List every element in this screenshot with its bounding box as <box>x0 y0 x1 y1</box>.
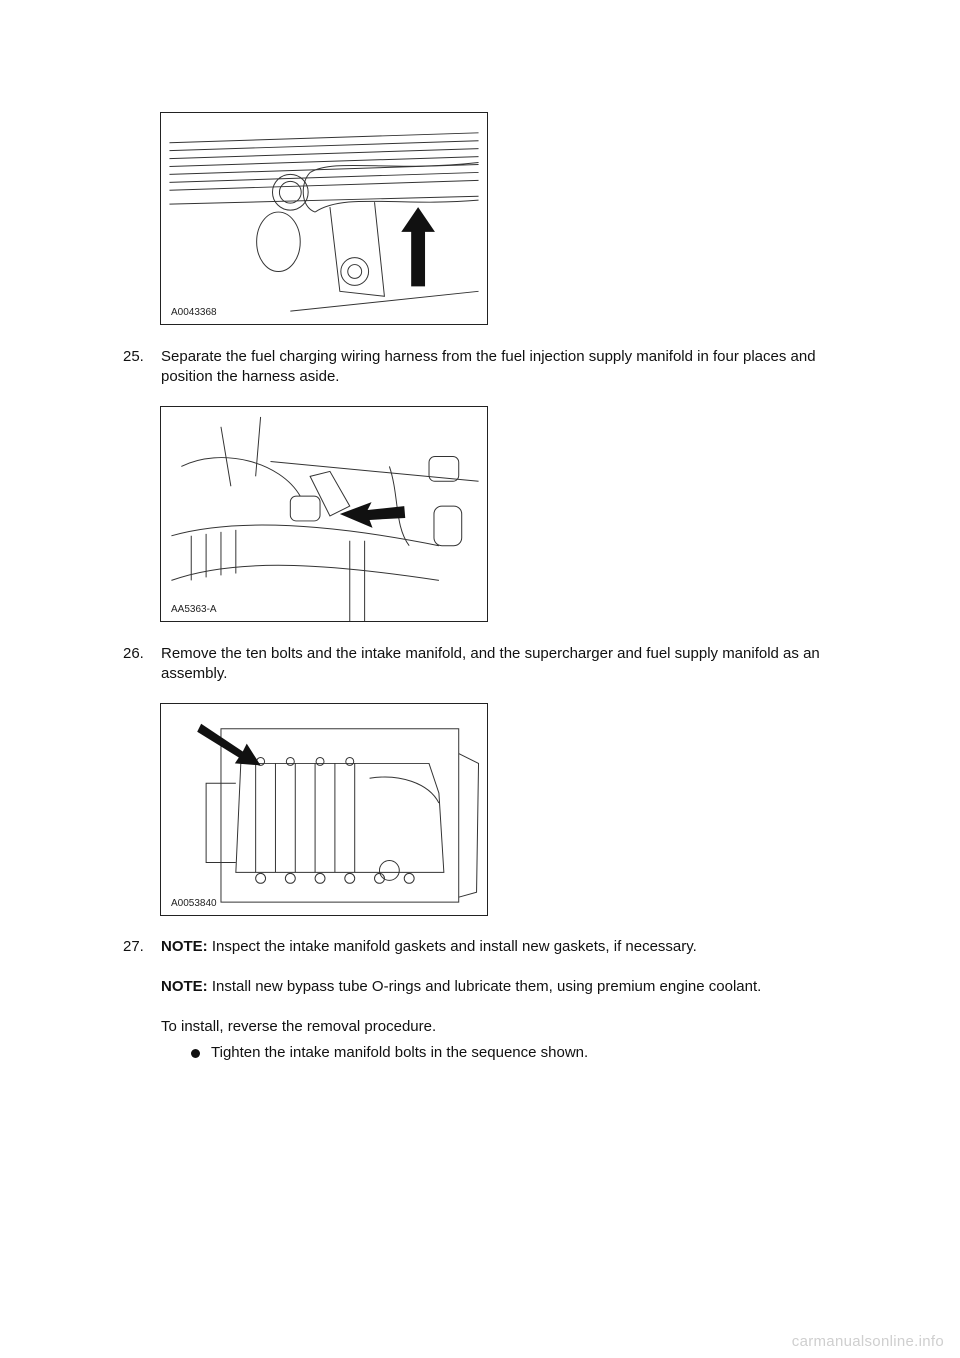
note-2 <box>161 977 843 997</box>
figure-label: A0043368 <box>171 307 217 318</box>
step-25 <box>123 347 843 387</box>
figure-label: A0053840 <box>171 898 217 909</box>
step-number: 25. <box>123 348 144 365</box>
note-text: Install new bypass tube O-rings and lubricate them, using premium engine coolant. <box>207 978 762 995</box>
fuel-line-illustration <box>161 113 487 324</box>
step-number: 27. <box>123 938 144 955</box>
note-1 <box>161 937 843 957</box>
bullet-text: Tighten the intake manifold bolts in the sequence shown. <box>211 1044 589 1061</box>
figure-intake-manifold <box>160 703 488 916</box>
figure-fuel-line <box>160 112 488 325</box>
step-27 <box>123 937 843 1063</box>
step-26 <box>123 644 843 684</box>
note-label: NOTE: <box>161 978 208 995</box>
step-number: 26. <box>123 645 144 662</box>
figure-label: AA5363-A <box>171 604 217 615</box>
intake-manifold-illustration <box>161 704 487 915</box>
wiring-harness-illustration <box>161 407 487 621</box>
bullet-item <box>191 1043 843 1063</box>
figure-wiring-harness <box>160 406 488 622</box>
step-text: Remove the ten bolts and the intake manifold, and the supercharger and fuel supply manifold as an assembly. <box>161 645 820 682</box>
step-text: Separate the fuel charging wiring harness from the fuel injection supply manifold in four places and position the harness aside. <box>161 348 816 385</box>
bullet-dot-icon <box>191 1049 200 1058</box>
note-label: NOTE: <box>161 938 208 955</box>
note-text: Inspect the intake manifold gaskets and install new gaskets, if necessary. <box>207 938 697 955</box>
step-text: To install, reverse the removal procedure. <box>161 1018 437 1035</box>
watermark: carmanualsonline.info <box>791 1333 944 1350</box>
